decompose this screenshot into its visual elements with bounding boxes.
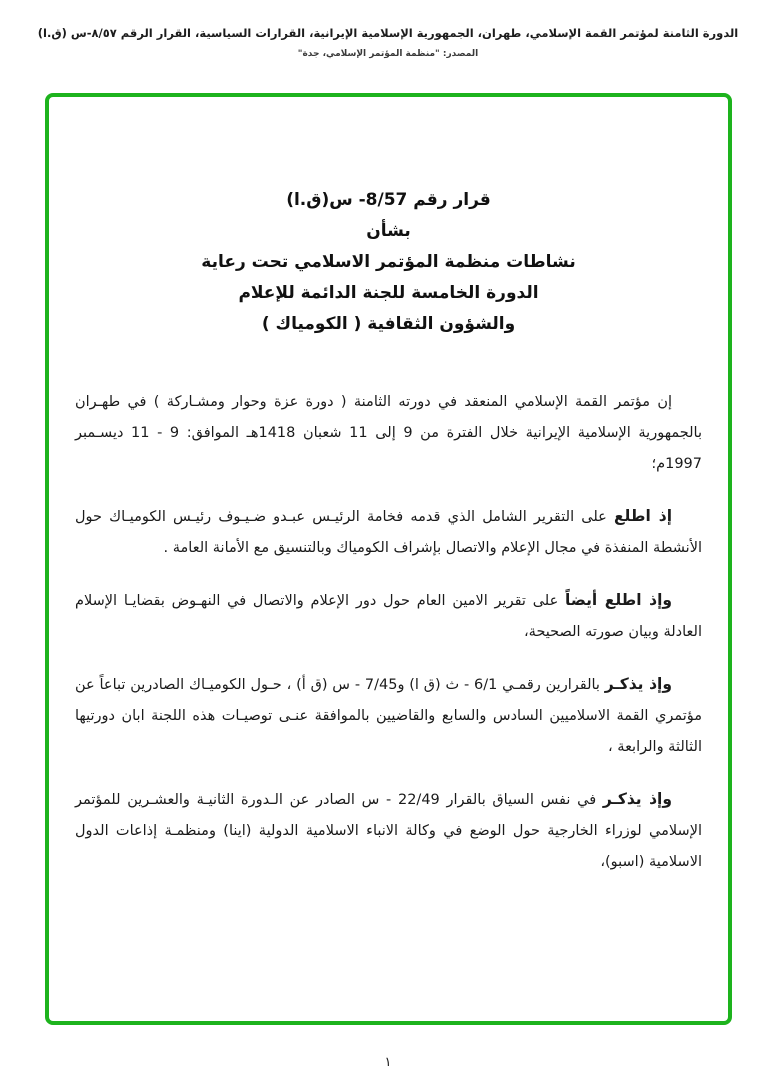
resolution-number-line: قرار رقم 8/57- س(ق.ا) (286, 190, 491, 210)
header-citation-line: الدورة الثامنة لمؤتمر القمة الإسلامي، طهران، الجمهورية الإسلامية الإيرانية، القرارات السياسية، القرار الرقم ٨/٥٧-س (ق.ا) (37, 26, 739, 40)
resolution-body (75, 386, 702, 878)
paragraph-text: إن مؤتمر القمة الإسلامي المنعقد في دورته الثامنة ( دورة عزة وحوار ومشـاركة ) في طهـران بالجمهورية الإسلامية الإيرانية خلال الفترة من 9 إلى 11 شعبان 1418هـ الموافق: 9 - 11 ديسـمبر 1997م؛ (75, 394, 702, 472)
resolution-title-line: نشاطات منظمة المؤتمر الاسلامي تحت رعاية (201, 252, 576, 272)
preamble-paragraph (75, 386, 702, 480)
clause-paragraph (75, 585, 702, 648)
paragraph-lead: إذ اطلع (613, 507, 673, 525)
clause-paragraph (75, 669, 702, 763)
header-source-line: المصدر: "منظمة المؤتمر الإسلامي، جدة" (297, 49, 479, 59)
clause-paragraph (75, 784, 702, 878)
page-number: ١ (384, 1055, 392, 1070)
resolution-title-line: والشؤون الثقافية ( الكومياك ) (261, 314, 516, 334)
paragraph-text: على تقرير الامين العام حول دور الإعلام والاتصال في النهـوض بقضايـا الإسلام العادلة وبيان صورته الصحيحة، (75, 593, 702, 640)
clause-paragraph (75, 501, 702, 564)
paragraph-lead: وإذ اطلع أيضاً (565, 591, 673, 609)
document-header (0, 26, 776, 59)
paragraph-text: بالقرارين رقمـي 6/1 - ث (ق ا) و7/45 - س (ق أ) ، حـول الكوميـاك الصادرين تباعاً عن مؤتمري القمة الاسلاميين السادس والسابع والقاضيين بالموافقة عنـى توصيـات هذه اللجنة ابان دورتيها الثالثة والرابعة ، (75, 677, 702, 755)
paragraph-lead: وإذ يذكـر (604, 675, 672, 693)
resolution-title-line: الدورة الخامسة للجنة الدائمة للإعلام (238, 283, 539, 303)
paragraph-text: في نفس السياق بالقرار 22/49 - س الصادر عن الـدورة الثانيـة والعشـرين للمؤتمر الإسلامي لوزراء الخارجية حول الوضع في وكالة الانباء الاسلامية الدولية (اينا) ومنظمـة إذاعات الدول الاسلامية (اسبو)، (75, 792, 702, 870)
paragraph-lead: وإذ يذكـر (602, 790, 672, 808)
resolution-subject-word: بشأن (366, 221, 411, 241)
resolution-title-block (75, 185, 702, 340)
green-frame (45, 93, 732, 1025)
paragraph-text: على التقرير الشامل الذي قدمه فخامة الرئيـس عبـدو ضـيـوف رئيـس الكوميـاك حول الأنشطة المنفذة في مجال الإعلام والاتصال بإشراف الكومياك وبالتنسيق مع الأمانة العامة . (75, 509, 702, 556)
